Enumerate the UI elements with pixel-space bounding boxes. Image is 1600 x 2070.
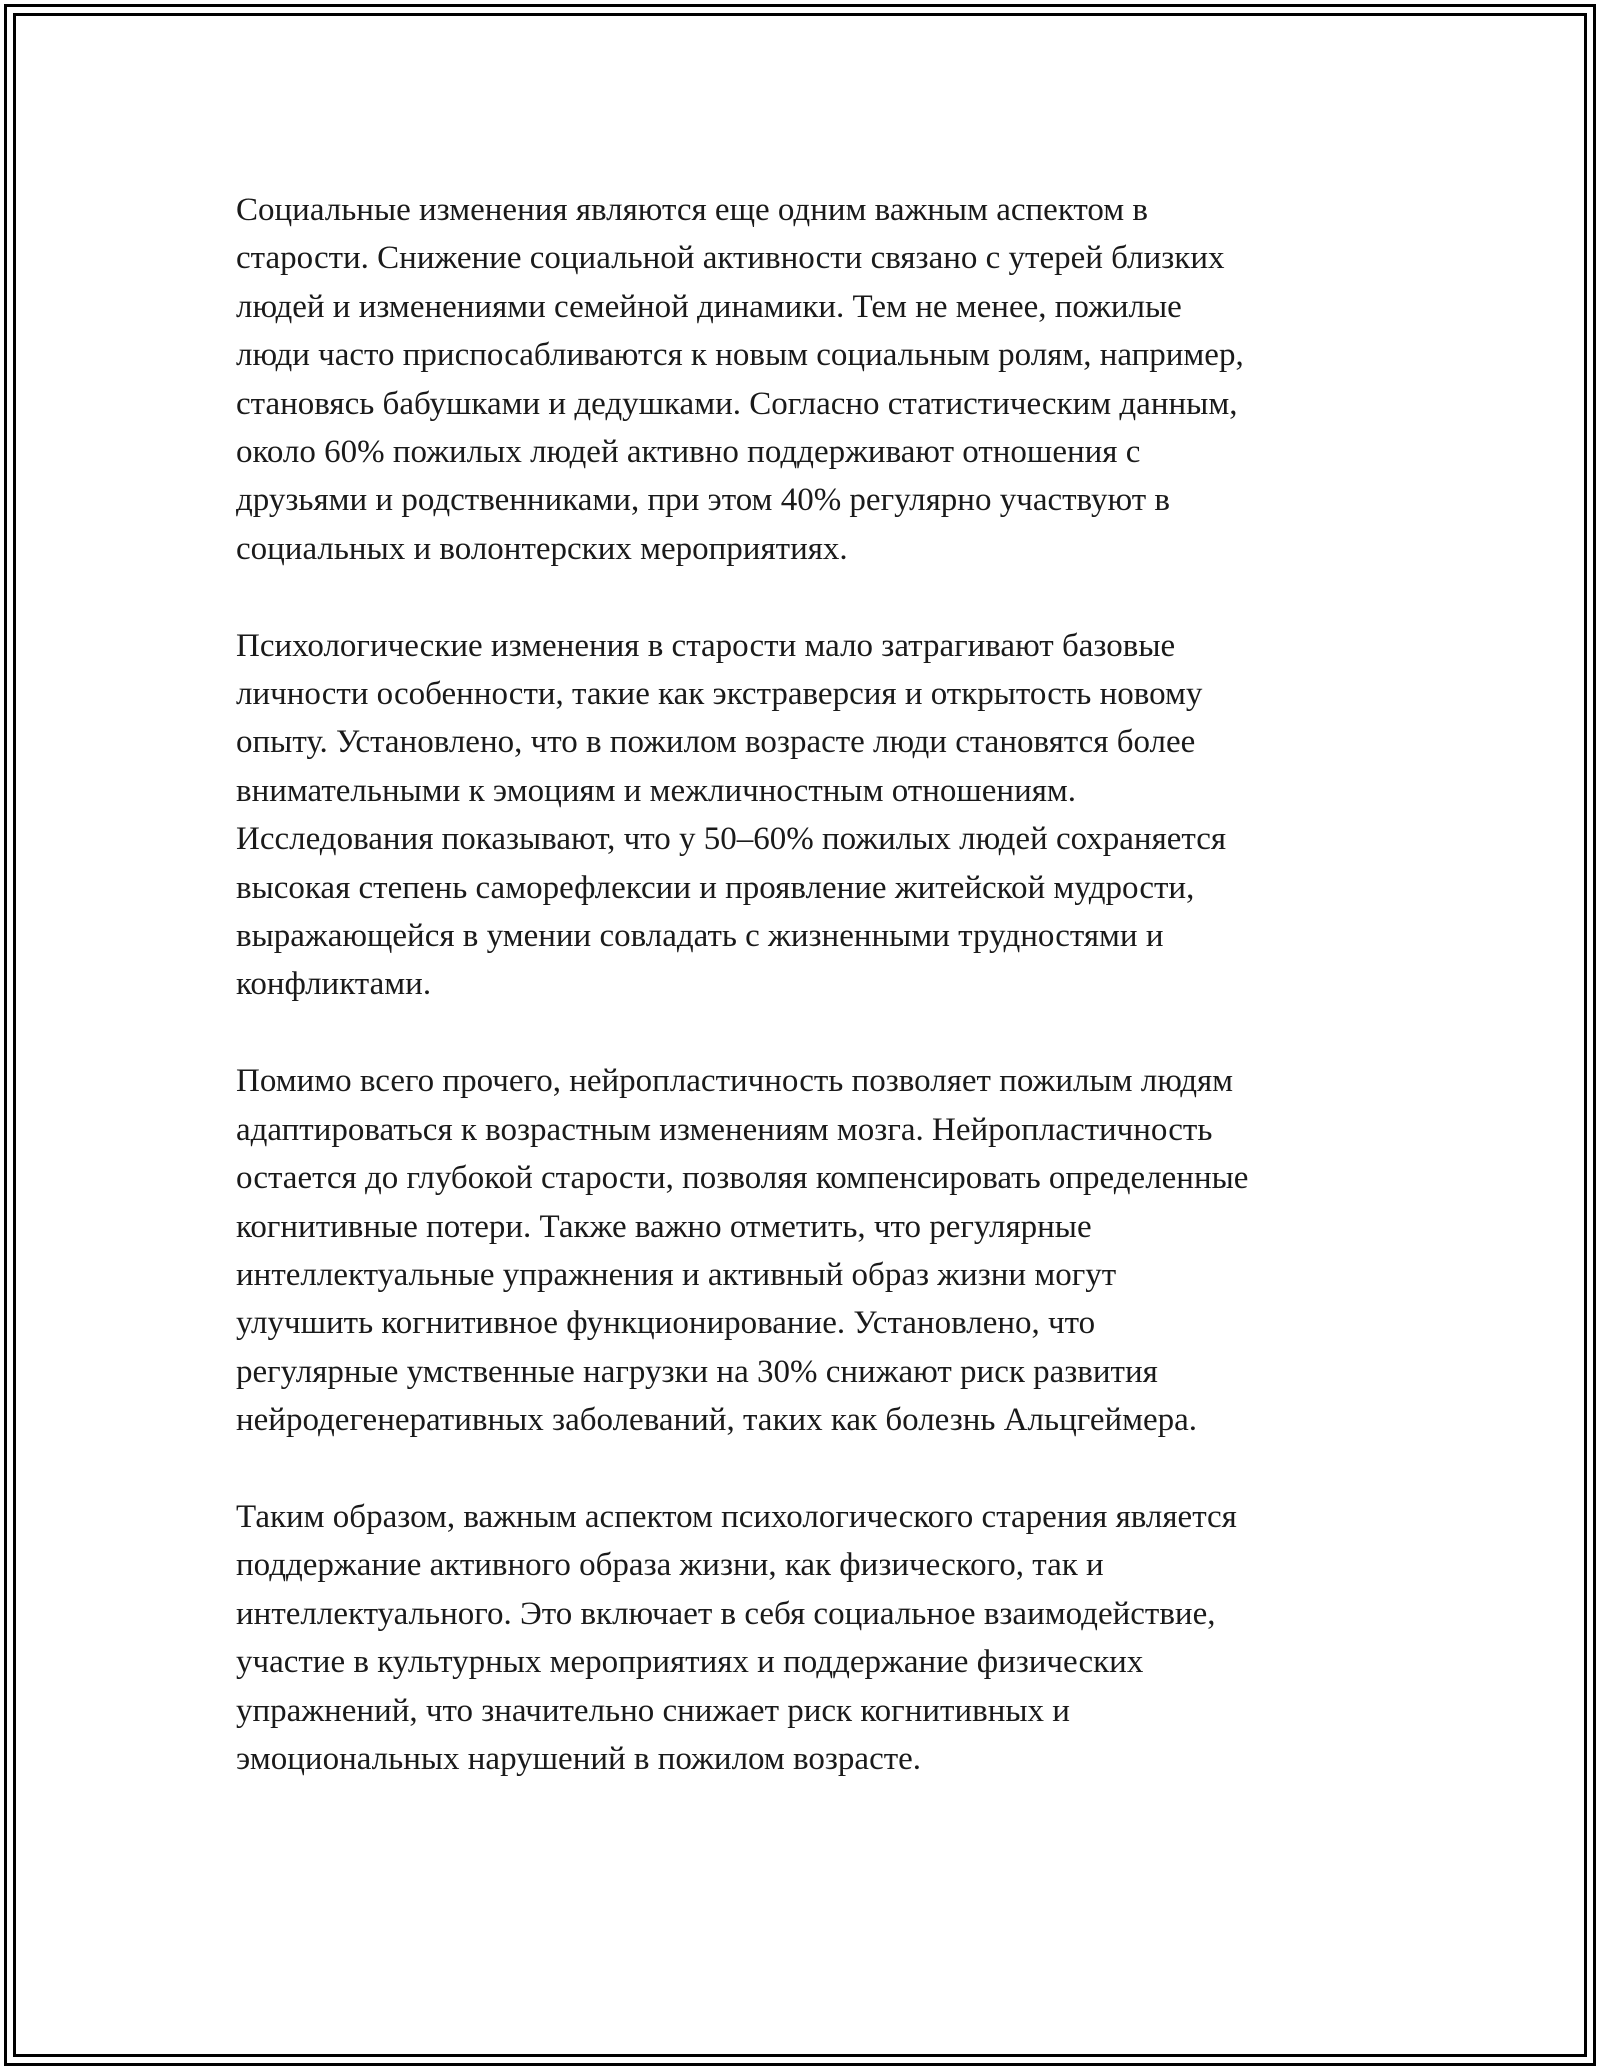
text-line: люди часто приспосабливаются к новым социальным ролям, например, bbox=[236, 337, 1244, 374]
text-line: становясь бабушками и дедушками. Согласно статистическим данным, bbox=[236, 385, 1238, 422]
text-line: нейродегенеративных заболеваний, таких как болезнь Альцгеймера. bbox=[236, 1402, 1198, 1439]
text-line: Исследования показывают, что у 50–60% пожилых людей сохраняется bbox=[236, 821, 1227, 858]
text-line: когнитивные потери. Также важно отметить, что регулярные bbox=[236, 1208, 1092, 1245]
text-line: остается до глубокой старости, позволяя компенсировать определенные bbox=[236, 1160, 1249, 1197]
text-line: людей и изменениями семейной динамики. Тем не менее, пожилые bbox=[236, 288, 1182, 325]
text-line: поддержание активного образа жизни, как физического, так и bbox=[236, 1547, 1104, 1584]
text-line: интеллектуальные упражнения и активный образ жизни могут bbox=[236, 1256, 1117, 1293]
text-line: внимательными к эмоциям и межличностным отношениям. bbox=[236, 772, 1077, 809]
text-line: интеллектуального. Это включает в себя социальное взаимодействие, bbox=[236, 1595, 1216, 1632]
paragraph-psychological-changes bbox=[236, 622, 1376, 1009]
text-line: регулярные умственные нагрузки на 30% снижают риск развития bbox=[236, 1353, 1158, 1390]
text-line: личности особенности, такие как экстраверсия и открытость новому bbox=[236, 676, 1203, 713]
text-line: старости. Снижение социальной активности связано с утерей близких bbox=[236, 240, 1225, 277]
text-line: Психологические изменения в старости мало затрагивают базовые bbox=[236, 627, 1176, 664]
text-line: Социальные изменения являются еще одним важным аспектом в bbox=[236, 192, 1148, 228]
paragraph-conclusion bbox=[236, 1493, 1376, 1783]
paragraph-social-changes bbox=[236, 186, 1376, 573]
text-line: высокая степень саморефлексии и проявление житейской мудрости, bbox=[236, 869, 1195, 906]
document-body bbox=[236, 186, 1376, 1783]
text-line: социальных и волонтерских мероприятиях. bbox=[236, 530, 848, 567]
text-line: адаптироваться к возрастным изменениям мозга. Нейропластичность bbox=[236, 1111, 1213, 1148]
text-line: улучшить когнитивное функционирование. Установлено, что bbox=[236, 1305, 1096, 1342]
text-line: около 60% пожилых людей активно поддерживают отношения с bbox=[236, 434, 1141, 471]
text-line: участие в культурных мероприятиях и поддержание физических bbox=[236, 1644, 1144, 1681]
text-line: Таким образом, важным аспектом психологического старения является bbox=[236, 1498, 1237, 1535]
text-line: Помимо всего прочего, нейропластичность позволяет пожилым людям bbox=[236, 1063, 1234, 1100]
paragraph-neuroplasticity bbox=[236, 1057, 1376, 1444]
text-line: выражающейся в умении совладать с жизненными трудностями и bbox=[236, 918, 1164, 955]
text-line: конфликтами. bbox=[236, 966, 432, 1003]
text-line: эмоциональных нарушений в пожилом возрасте. bbox=[236, 1740, 922, 1777]
text-line: опыту. Установлено, что в пожилом возрасте люди становятся более bbox=[236, 724, 1196, 761]
text-line: друзьями и родственниками, при этом 40% регулярно участвуют в bbox=[236, 482, 1170, 519]
text-line: упражнений, что значительно снижает риск когнитивных и bbox=[236, 1692, 1070, 1729]
